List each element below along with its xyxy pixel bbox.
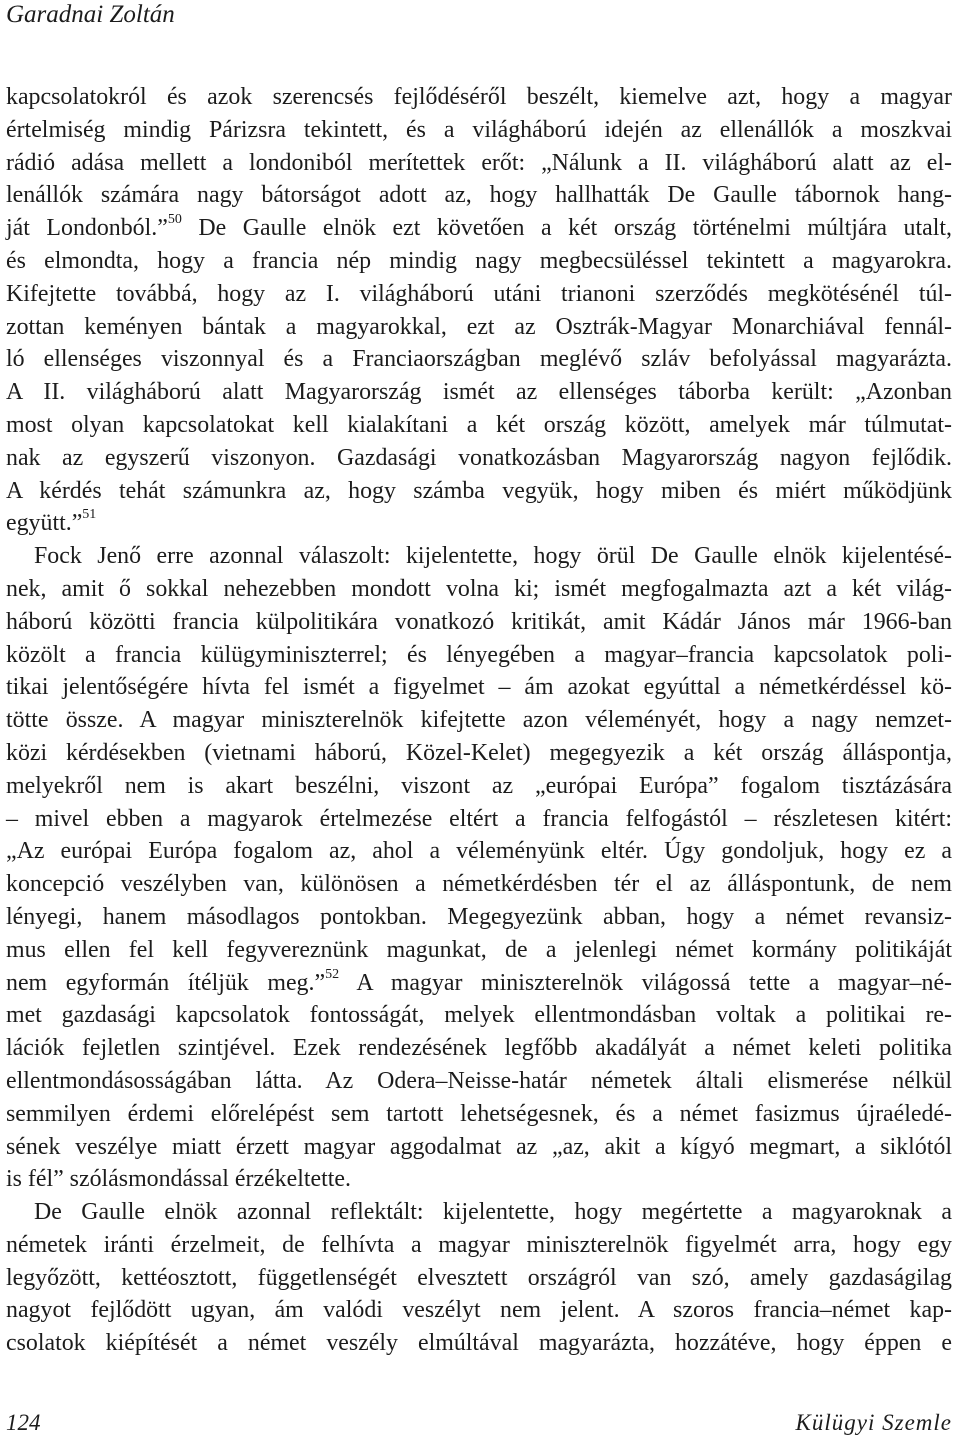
text-line (6, 507, 952, 540)
text-line: nek, amit ő sokkal nehezebben mondott volna ki; ismét megfogalmazta azt a két világ- (6, 575, 952, 602)
paragraph-2 (6, 540, 952, 1196)
text-line: németek iránti érzelmeit, de felhívta a magyar miniszterelnök figyelmét arra, hogy egy (6, 1231, 952, 1258)
paragraph-3 (6, 1196, 952, 1360)
text-line: De Gaulle elnök azonnal reflektált: kijelentette, hogy megértette a magyaroknak a (34, 1199, 952, 1226)
article-body (6, 81, 952, 1360)
text-line: most olyan kapcsolatokat kell kialakítani a két ország között, amelyek már túlmutat- (6, 411, 952, 438)
text-segment: nem egyformán ítéljük meg.” (6, 969, 326, 996)
text-line: rádió adása mellett a londoniból merítettek erőt: „Nálunk a II. világháború alatt az el- (6, 149, 952, 176)
text-segment: együtt.” (6, 510, 83, 537)
text-line: és elmondta, hogy a francia nép mindig nagy megbecsüléssel tekintett a magyarokra. (6, 247, 952, 274)
text-line: Fock Jenő erre azonnal válaszolt: kijelentette, hogy örül De Gaulle elnök kijelentésé- (34, 543, 952, 570)
text-line: A kérdés tehát számunkra az, hogy számba vegyük, hogy miben és miért működjünk (6, 477, 952, 504)
running-header-author: Garadnai Zoltán (6, 1, 175, 28)
text-line: lenállók számára nagy bátorságot adott az, hogy hallhatták De Gaulle tábornok hang- (6, 182, 952, 209)
journal-name: Külügyi Szemle (795, 1410, 952, 1435)
text-segment: ját Londonból.” (6, 215, 168, 242)
text-line: legyőzött, kettéosztott, függetlenségét elvesztett országról van szó, amely gazdaságilag (6, 1264, 952, 1291)
text-line: A II. világháború alatt Magyarország ismét az ellenséges táborba került: „Azonban (6, 379, 952, 406)
paragraph-1 (6, 81, 952, 540)
text-line: közi kérdésekben (vietnami háború, Közel-Kelet) megegyezik a két ország álláspontja, (6, 739, 952, 766)
page-footer (6, 1408, 952, 1438)
text-line: lényegi, hanem másodlagos pontokban. Megegyezünk abban, hogy a német revansiz- (6, 903, 952, 930)
text-line (6, 212, 952, 245)
text-line: – mivel ebben a magyarok értelmezése eltért a francia felfogástól – részletesen kitért: (6, 805, 952, 832)
text-line: semmilyen érdemi előrelépést sem tartott lehetségesnek, és a német fasizmus újraéledé- (6, 1100, 952, 1127)
text-line: is fél” szólásmondással érzékeltette. (6, 1166, 351, 1193)
footnote-marker: 52 (325, 966, 340, 982)
footnote-marker: 50 (167, 212, 182, 228)
text-line: ellentmondásosságában látta. Az Odera–Neisse-határ németek általi elismerése nélkül (6, 1067, 952, 1094)
text-line: ló ellenséges viszonnyal és a Franciaországban meglévő szláv befolyással magyarázta. (6, 346, 952, 373)
text-line: zottan keményen bántak a magyarokkal, ezt az Osztrák-Magyar Monarchiával fennál- (6, 313, 952, 340)
text-line: „Az európai Európa fogalom az, ahol a véleményünk eltér. Úgy gondoljuk, hogy ez a (6, 838, 952, 865)
text-line: met gazdasági kapcsolatok fontosságát, melyek ellentmondásban voltak a politikai re- (6, 1002, 952, 1029)
text-line: kapcsolatokról és azok szerencsés fejlődéséről beszélt, kiemelve azt, hogy a magyar (6, 84, 952, 110)
text-line: lációk fejletlen szintjével. Ezek rendezésének legfőbb akadályát a német keleti politika (6, 1035, 952, 1062)
text-line: koncepció veszélyben van, különösen a németkérdésben tér el az álláspontunk, de nem (6, 871, 952, 898)
text-line: nak az egyszerű viszonyon. Gazdasági vonatkozásban Magyarország nagyon fejlődik. (6, 444, 952, 471)
text-line: közölt a francia külügyminiszterrel; és lényegében a magyar–francia kapcsolatok poli- (6, 641, 952, 668)
text-line: értelmiség mindig Párizsra tekintett, és a világháború idején az ellenállók a moszkvai (6, 116, 952, 143)
text-line: sének veszélye miatt érzett magyar aggodalmat az „az, akit a kígyó megmart, a siklótól (6, 1133, 952, 1160)
text-line: háború közötti francia külpolitikára vonatkozó kritikát, amit Kádár János már 1966-ban (6, 608, 952, 635)
text-line: melyekről nem is akart beszélni, viszont az „európai Európa” fogalom tisztázására (6, 772, 952, 799)
page-number: 124 (6, 1410, 41, 1435)
text-segment: A magyar miniszterelnök világossá tette a magyar–né- (339, 969, 952, 996)
text-line: Kifejtette továbbá, hogy az I. világháború utáni trianoni szerződés megkötésénél túl- (6, 280, 952, 307)
footnote-marker: 51 (82, 507, 97, 523)
text-line: csolatok kiépítését a német veszély elmúltával magyarázta, hozzátéve, hogy éppen e (6, 1330, 952, 1357)
text-line: tötte össze. A magyar miniszterelnök kifejtette azon véleményét, hogy a nagy nemzet- (6, 707, 952, 734)
text-segment: De Gaulle elnök ezt követően a két ország történelmi múltjára utalt, (181, 215, 952, 242)
text-line (6, 967, 952, 1000)
text-line: mus ellen fel kell fegyvereznünk magunkat, de a jelenlegi német kormány politikáját (6, 936, 952, 963)
text-line: nagyot fejlődött ugyan, ám valódi veszélyt nem jelent. A szoros francia–német kap- (6, 1297, 952, 1324)
text-line: tikai jelentőségére hívta fel ismét a figyelmet – ám azokat egyúttal a németkérdéssel kö- (6, 674, 952, 701)
